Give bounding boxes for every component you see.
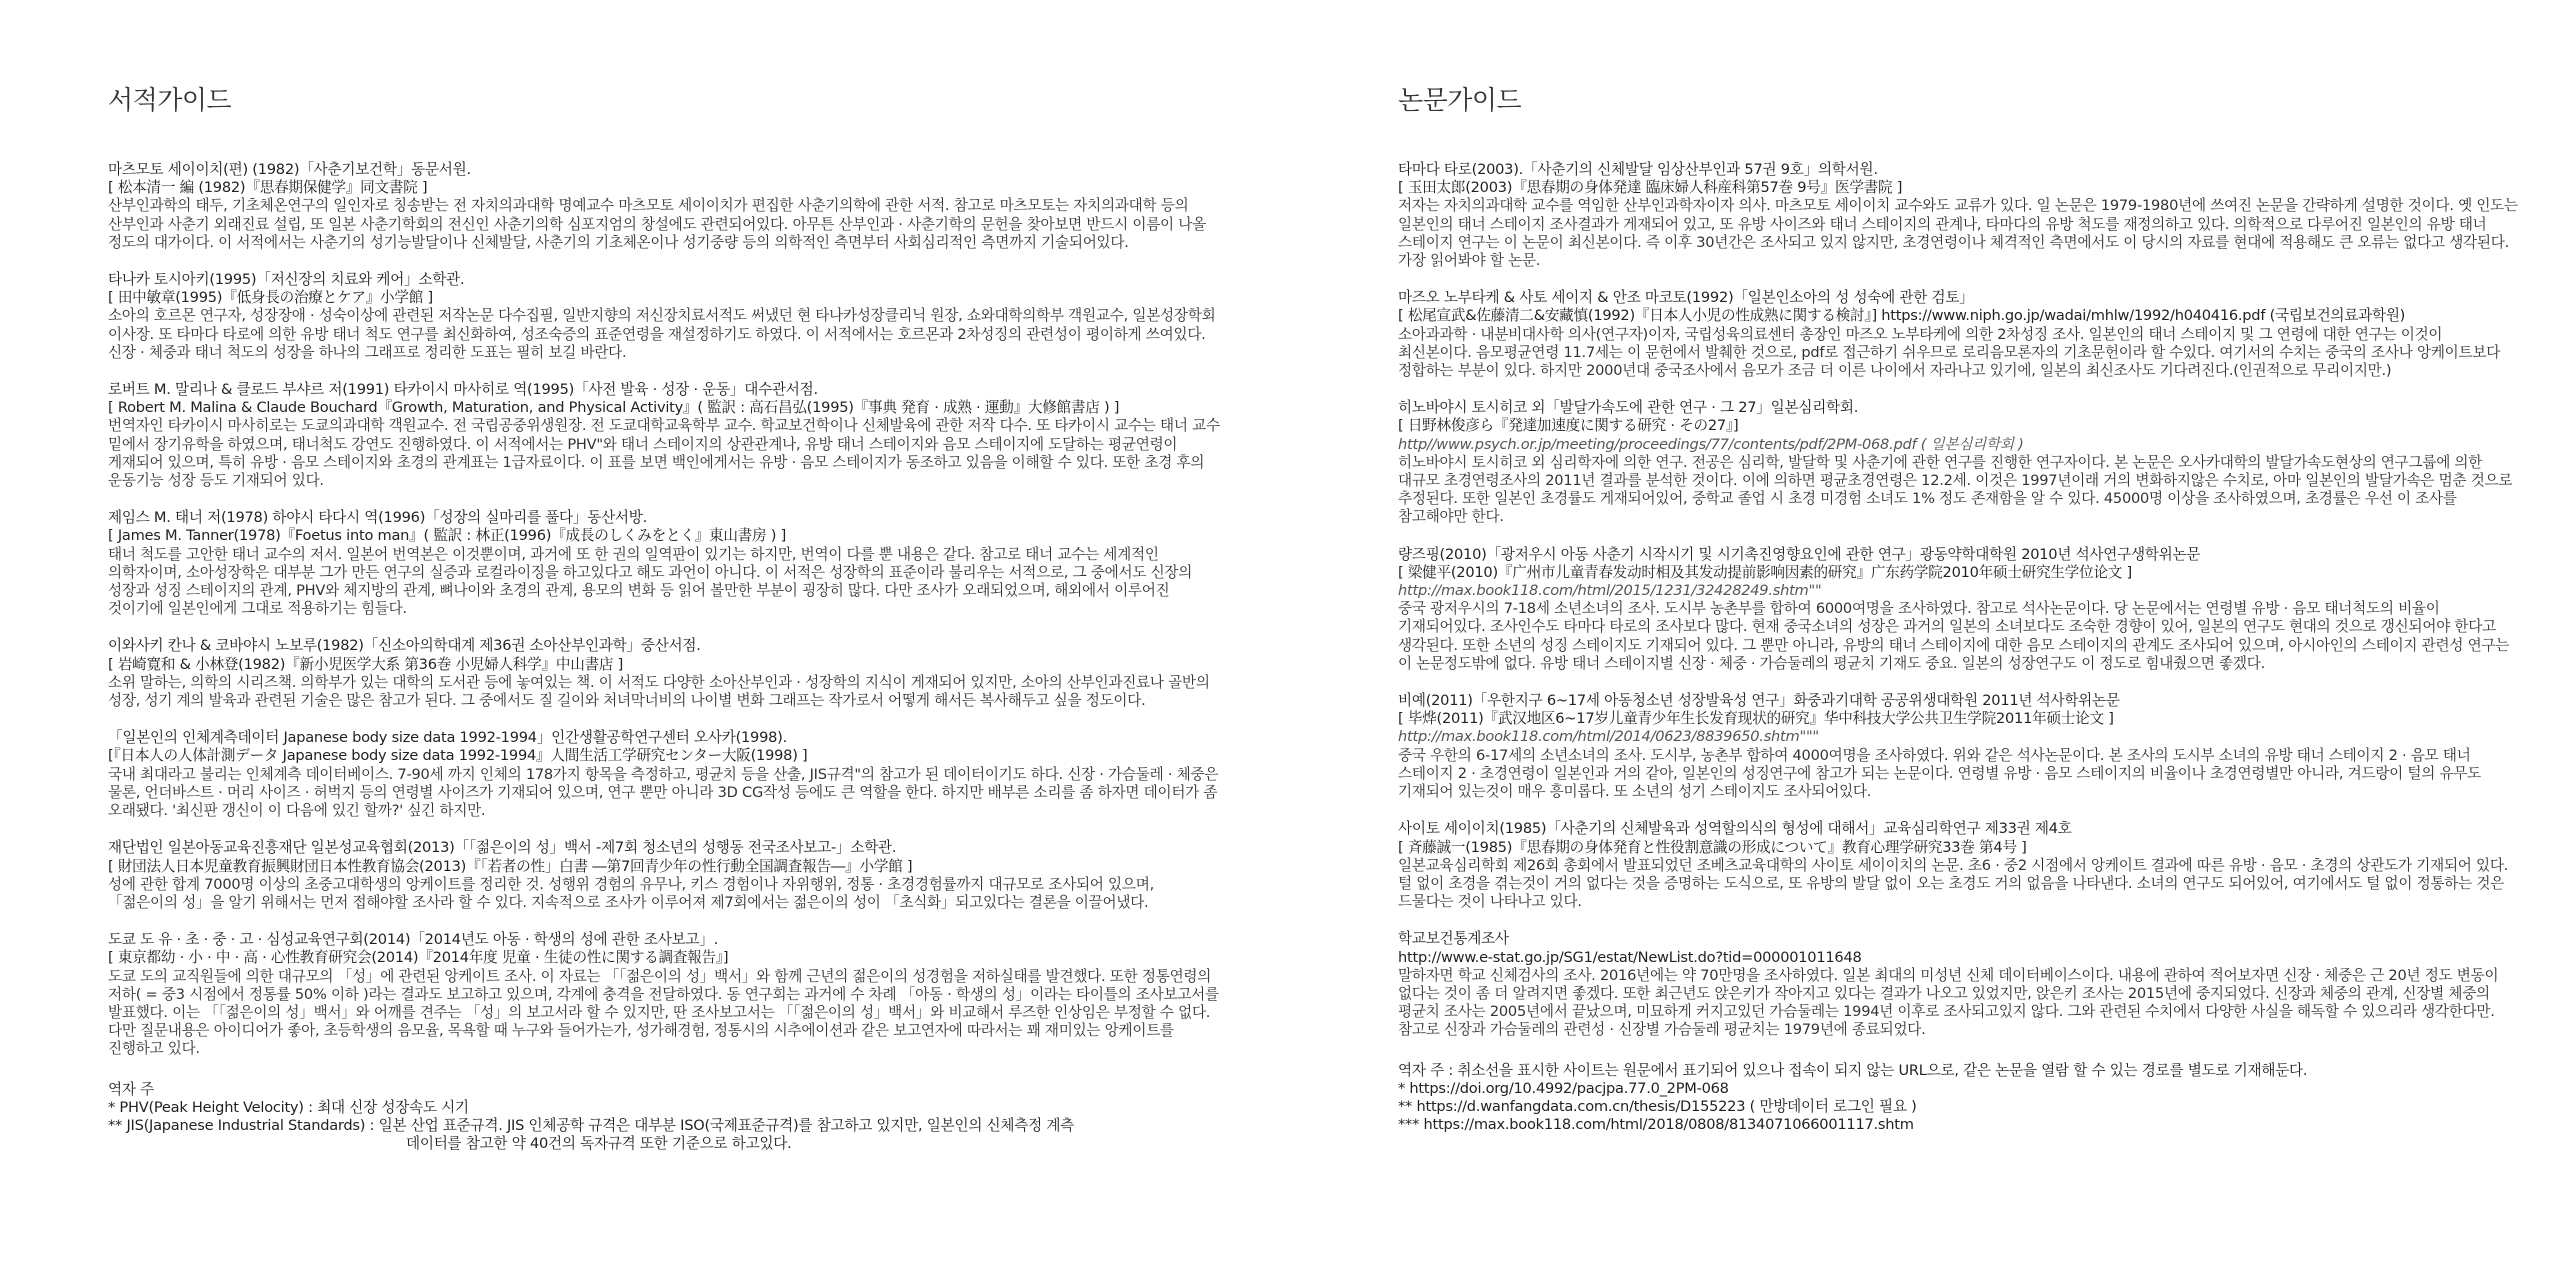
book-entry [108,161,1228,252]
entry-description: 소위 말하는, 의학의 시리즈책. 의학부가 있는 대학의 도서관 등에 놓여있는 책. 이 서적도 다양한 소아산부인과 · 성장학의 지식이 게재되어 있지만, 소아의 산부인과진료나 골반의 성장, 성기 계의 발육과 관련된 기술은 많은 참고가 된다. 그 중에서도 질 길이와 처녀막너비의 나이별 변화 그래프는 작가로서 어떻게 해서든 복사해두고 싶을 정도이다. [108,673,1210,710]
entry-citation: 히노바야시 토시히코 외「발달가속도에 관한 연구 · 그 27」일본심리학회. [1398,399,1859,417]
entry-original-citation: [ James M. Tanner(1978)『Foetus into man』( 監訳 : 林正(1996)『成長のしくみをとく』東山書房 ) ] [108,527,787,545]
entry-url-link[interactable]: http//www.psych.or.jp/meeting/proceedings/77/contents/pdf/2PM-068.pdf ( 일본심리학회 ) [1398,435,2024,453]
translator-note: * PHV(Peak Height Velocity) : 최대 신장 성장속도 시기 [108,1098,469,1116]
entry-original-citation: [ 松本清一 編 (1982)『思春期保健学』同文書院 ] [108,179,428,197]
translator-note: ** JIS(Japanese Industrial Standards) : 일본 산업 표준규격. JIS 인체공학 규격은 대부분 ISO(국제표준규격)를 참고하고 있지만, 일본인의 신체측정 계측 [108,1116,1075,1134]
book-entry [108,381,1228,490]
entry-description: 성에 관한 합계 7000명 이상의 초중고대학생의 앙케이트를 정리한 것. 성행위 경험의 유무나, 키스 경험이나 자위행위, 정통 · 초경경험률까지 대규모로 조사되어 있으며, 「젊은이의 성」을 알기 위해서는 먼저 접해야할 조사라 할 수 있다. 지속적으로 조사가 이루어져 제7회에서는 젊은이의 성이 「초식화」되고있다는 결론을 이끌어냈다. [108,875,1154,911]
book-guide-title: 서적가이드 [108,86,232,116]
translator-notes [108,1081,1228,1154]
entry-citation: 「일본인의 인체계측데이터 Japanese body size data 1992-1994」인간생활공학연구센터 오사카(1998). [108,729,787,747]
entry-description: 일본교육심리학회 제26회 총회에서 발표되었던 조베츠교육대학의 사이토 세이이치의 논문. 초6 · 중2 시점에서 앙케이트 결과에 따른 유방 · 음모 · 초경의 상관도가 기재되어 있다. 털 없이 초경을 겪는것이 거의 없다는 것을 증명하는 도식으로, 또 유방의 발달 없이 오는 초경도 거의 없음을 나타낸다. 소녀의 연구도 되어있어, 여기에서도 털 없이 정통하는 것은 드물다는 것이 나타나고 있다. [1398,856,2509,911]
entry-citation: 학교보건통계조사 [1398,930,1509,948]
entry-citation: 마즈오 노부타케 & 사토 세이지 & 안조 마코토(1992)「일본인소아의 성 성숙에 관한 검토」 [1398,289,1974,307]
book-entry [108,509,1228,618]
entry-description: 소아의 호르몬 연구자, 성장장애 · 성숙이상에 관련된 저작논문 다수집필, 일반지향의 저신장치료서적도 써냈던 현 타나카성장클리닉 원장, 쇼와대학의학부 객원교수, 일본성장학회 이사장. 또 타마다 타로에 의한 유방 태너 척도 연구를 최신화하여, 성조숙증의 표준연령을 재설정하기도 하였다. 이 서적에서는 호르몬과 2차성징의 관련성이 평이하게 쓰여있다. 신장 · 체중과 태너 척도의 성장을 하나의 그래프로 정리한 도표는 필히 보길 바란다. [108,307,1216,361]
entry-citation: 이와사키 칸나 & 코바야시 노보루(1982)「신소아의학대계 제36권 소아산부인과학」중산서점. [108,637,701,655]
translator-note-continued: 데이터를 참고한 약 40건의 독자규격 또한 기준으로 하고있다. [406,1135,792,1153]
book-entry [108,931,1228,1058]
entry-citation: 제임스 M. 태너 저(1978) 하야시 타다시 역(1996)「성장의 실마리를 풀다」동산서방. [108,509,648,527]
entry-original-citation: [ 日野林俊彦ら『発達加速度に関する研究 · その27』] [1398,417,1739,435]
entry-url-link[interactable]: http://max.book118.com/html/2014/0623/8839650.shtm""" [1398,728,1819,746]
book-entry [108,839,1228,912]
entry-description: 소아과과학 · 내분비대사학 의사(연구자)이자, 국립성육의료센터 총장인 마즈오 노부타케에 의한 2차성징 조사. 일본인의 태너 스테이지 및 그 연령에 대한 연구는 이것이 최신본이다. 음모평균연령 11.7세는 이 문헌에서 발췌한 것으로, pdf로 접근하기 쉬우므로 로리음모론자의 기초문헌이라 할 수있다. 여기서의 수치는 중국의 조사나 앙케이트보다 정합하는 부분이 있다. 하지만 2000년대 중국조사에서 음모가 조금 더 이른 나이에서 자라나고 있기에, 일본의 최신조사도 기다려진다.(인권적으로 무리이지만.) [1398,325,2501,380]
entry-citation: 도쿄 도 유 · 초 · 중 · 고 · 심성교육연구회(2014)「2014년도 아동 · 학생의 성에 관한 조사보고」. [108,931,718,949]
entry-original-citation: [ 田中敏章(1995)『低身長の治療とケア』小学館 ] [108,289,433,307]
translator-note-link[interactable]: * https://doi.org/10.4992/pacjpa.77.0_2PM-068 [1398,1079,1729,1097]
paper-entry [1398,161,2518,270]
translator-note-link[interactable]: ** https://d.wanfangdata.com.cn/thesis/D155223 ( 만방데이터 로그인 필요 ) [1398,1097,1917,1115]
entry-url-link[interactable]: http://max.book118.com/html/2015/1231/32428249.shtm"" [1398,582,1822,600]
entry-citation: 타마다 타로(2003).「사춘기의 신체발달 임상산부인과 57권 9호」의학서원. [1398,161,1878,178]
entry-original-citation: [ 財団法人日本児童教育振興財団日本性教育協会(2013)『「若者の性」白書 ―第7回青少年の性行動全国調査報告―』小学館 ] [108,857,913,875]
entry-description: 중국 광저우시의 7-18세 소년소녀의 조사. 도시부 농촌부를 합하여 6000여명을 조사하였다. 참고로 석사논문이다. 당 논문에서는 연령별 유방 · 음모 태너척도의 비율이 기재되어있다. 조사인수도 타마다 타로의 조사보다 많다. 현재 중국소녀의 성장은 과거의 일본의 소녀보다도 조숙한 경향이 있어, 일본의 연구도 현대의 것으로 갱신되어야 한다고 생각된다. 또한 소년의 성징 스테이지도 기재되어 있다. 그 뿐만 아니라, 유방의 태너 스테이지에 대한 음모 스테이지의 관계도 조사되어 있으며, 아시아인의 스테이지 관련성 연구는 이 논문정도밖에 없다. 유방 태너 스테이지별 신장 · 체중 · 가슴둘레의 평균치 기재도 중요. 일본의 성장연구도 이 정도로 힘내줬으면 좋겠다. [1398,600,2510,672]
entry-citation: 비예(2011)「우한지구 6~17세 아동청소년 성장발육성 연구」화중과기대학 공공위생대학원 2011년 석사학위논문 [1398,692,2120,710]
entry-citation: 사이토 세이이치(1985)「사춘기의 신체발육과 성역할의식의 형성에 대해서」교육심리학연구 제33권 제4호 [1398,820,2072,838]
entry-description: 중국 우한의 6-17세의 소년소녀의 조사. 도시부, 농촌부 합하여 4000여명을 조사하였다. 위와 같은 석사논문이다. 본 조사의 도시부 소녀의 유방 태너 스테이지 2 · 음모 태너 스테이지 2 · 초경연령이 일본인과 거의 같아, 일본인의 성징연구에 참고가 되는 논문이다. 연령별 유방 · 음모 스테이지의 비율이나 초경연령별만 아니라, 겨드랑이 털의 유무도 기재되어 있는것이 매우 흥미롭다. 또 소년의 성기 스테이지도 조사되어있다. [1398,746,2482,801]
book-entry [108,637,1228,710]
book-entry [108,271,1228,362]
entry-original-citation: [ 毕烨(2011)『武汉地区6~17岁儿童青少年生长发育现状的研究』华中科技大学公共卫生学院2011年硕士论文 ] [1398,710,2114,728]
paper-entry [1398,692,2518,801]
entry-citation: 로버트 M. 말리나 & 클로드 부샤르 저(1991) 타카이시 마사히로 역(1995)「사전 발육 · 성장 · 운동」대수관서점. [108,381,818,399]
entry-description: 산부인과학의 태두, 기초체온연구의 일인자로 칭송받는 전 자치의과대학 명예교수 마츠모토 세이이치가 편집한 사춘기의학에 관한 서적. 참고로 마츠모토는 자치의과대학 등의 산부인과 사춘기 외래진료 설립, 또 일본 사춘기학회의 전신인 사춘기의학 심포지엄의 창설에도 관련되어있다. 아무튼 산부인과 · 사춘기학의 문헌을 찾아보면 반드시 이름이 나올 정도의 대가이다. 이 서적에서는 사춘기의 성기능발달이나 신체발달, 사춘기의 기초체온이나 성기중량 등의 의학적인 측면부터 사회심리적인 측면까지 기술되어있다. [108,197,1206,251]
entry-description: 태너 척도를 고안한 태너 교수의 저서. 일본어 번역본은 이것뿐이며, 과거에 또 한 권의 일역판이 있기는 하지만, 번역이 다를 뿐 내용은 같다. 참고로 태너 교수는 세계적인 의학자이며, 소아성장학은 대부분 그가 만든 연구의 실증과 로컬라이징을 하고있다고 해도 과언이 아니다. 이 서적은 성장학의 표준이라 불리우는 서적으로, 그 중에서도 신장의 성장과 성징 스테이지의 관계, PHV와 체지방의 관계, 뼈나이와 초경의 관계, 용모의 변화 등 읽어 볼만한 부분이 굉장히 많다. 다만 조사가 오래되었으며, 해외에서 이루어진 것이기에 일본인에게 그대로 적용하기는 힘들다. [108,545,1193,618]
entry-description: 도쿄 도의 교직원들에 의한 대규모의 「성」에 관련된 앙케이트 조사. 이 자료는 「「젊은이의 성」백서」와 함께 근년의 젊은이의 성경험을 저하실태를 발견했다. 또한 정통연령의 저하( = 중3 시점에서 정통률 50% 이하 )라는 결과도 보고하고 있으며, 각계에 충격을 전달하였다. 동 연구회는 과거에 수 차례 「아동 · 학생의 성」이라는 타이틀의 조사보고서를 발표했다. 이는 「「젊은이의 성」백서」와 어깨를 견주는 「성」의 보고서라 할 수 있지만, 딴 조사보고서는 「「젊은이의 성」백서」와 비교해서 루즈한 인상임은 부정할 수 없다. 다만 질문내용은 아이디어가 좋아, 초등학생의 음모율, 목욕할 때 누구와 들어가는가, 성가해경험, 정통시의 시추에이션과 같은 보고연자에 따라서는 꽤 재미있는 앙케이트를 진행하고 있다. [108,967,1219,1058]
entry-citation: 재단법인 일본아동교육진흥재단 일본성교육협회(2013)「「젊은이의 성」백서 -제7회 청소년의 성행동 전국조사보고-」소학관. [108,839,897,857]
entry-original-citation: [ Robert M. Malina & Claude Bouchard『Growth, Maturation, and Physical Activity』( 監訳 : 高石昌弘(1995)『事典 発育 · 成熟 · 運動』大修館書店 ) ] [108,399,1120,417]
entry-original-citation: [ 玉田太郎(2003)『思春期の身体発達 臨床婦人科産科第57巻 9号』医学書院 ] [1398,179,1903,197]
entry-original-citation: [ 斉藤誠一(1985)『思春期の身体発育と性役割意識の形成について』教育心理学研究33巻 第4号 ] [1398,838,2027,856]
paper-entry [1398,930,2518,1039]
translator-notes-heading: 역자 주 [108,1080,154,1098]
translator-note: 역자 주 : 취소선을 표시한 사이트는 원문에서 표기되어 있으나 접속이 되지 않는 URL으로, 같은 논문을 열람 할 수 있는 경로를 별도로 기재해둔다. [1398,1061,2308,1079]
entry-description: 저자는 자치의과대학 교수를 역임한 산부인과학자이자 의사. 마츠모토 세이이치 교수와도 교류가 있다. 일 논문은 1979-1980년에 쓰여진 논문을 간략하게 설명한 것이다. 옛 인도는 일본인의 태너 스테이지 조사결과가 게재되어 있고, 또 유방 사이즈와 태너 스테이지의 관계나, 타마다의 유방 척도를 재정의하고 있다. 의학적으로 다루어진 일본인의 유방 태너 스테이지 연구는 이 논문이 최신본이다. 즉 이후 30년간은 조사되고 있지 않지만, 초경연령이나 체격적인 측면에서도 이 당시의 자료를 현대에 적용해도 큰 오류는 없다고 생각된다. 가장 읽어봐야 할 논문. [1398,197,2518,270]
entry-citation: 마츠모토 세이이치(편) (1982)「사춘기보건학」동문서원. [108,161,471,178]
paper-entry [1398,399,2518,526]
entry-citation: 량즈핑(2010)「광저우시 아동 사춘기 시작시기 및 시기촉진영향요인에 관한 연구」광동약학대학원 2010년 석사연구생학위논문 [1398,545,2201,563]
entry-original-citation: [ 東京都幼 · 小 · 中 · 高 · 心性教育研究会(2014)『2014年度 児童 · 生徒の性に関する調査報告』] [108,949,729,967]
entry-original-citation: [ 梁健平(2010)『广州市儿童青春发动时相及其发动提前影响因素的研究』广东药学院2010年硕士研究生学位论文 ] [1398,563,2132,581]
entry-original-citation: [ 岩崎寛和 & 小林登(1982)『新小児医学大系 第36巻 小児婦人科学』中山書店 ] [108,655,624,673]
paper-entry [1398,546,2518,673]
translator-notes [1398,1062,2518,1135]
paper-guide-column [1398,80,2518,1134]
entry-original-citation[interactable]: [ 松尾宣武&佐藤清二&安藏慎(1992)『日本人小児の性成熟に関する検討』] https://www.niph.go.jp/wadai/mhlw/1992/h040416.pdf (국립보건의료과학원) [1398,307,2406,325]
paper-entry [1398,820,2518,911]
entry-description: 국내 최대라고 불리는 인체계측 데이터베이스. 7-90세 까지 인체의 178가지 항목을 측정하고, 평균치 등을 산출, JIS규격"의 참고가 된 데이터이기도 하다. 신장 · 가슴둘레 · 체중은 물론, 언더바스트 · 머리 사이즈 · 허벅지 등의 연령별 사이즈가 기재되어 있으며, 연구 뿐만 아니라 3D CG작성 등에도 큰 역할을 한다. 하지만 배부른 소리를 좀 하자면 데이터가 좀 오래됐다. '최신판 갱신이 이 다음에 있긴 할까?' 싶긴 하지만. [108,765,1219,820]
entry-original-citation: [『日本人の人体計測データ Japanese body size data 1992-1994』人間生活工学研究センター大阪(1998) ] [108,747,808,765]
entry-description: 번역자인 타카이시 마사히로는 도쿄의과대학 객원교수. 전 국립공중위생원장. 전 도쿄대학교육학부 교수. 학교보건학이나 신체발육에 관한 저작 다수. 또 타카이시 교수는 태너 교수 밑에서 장기유학을 하였으며, 태너척도 강연도 진행하였다. 이 서적에서는 PHV"와 태너 스테이지의 상관관계나, 유방 태너 스테이지와 음모 스테이지에 도달하는 평균연령이 게재되어 있으며, 특히 유방 · 음모 스테이지와 초경의 관계표는 1급자료이다. 이 표를 보면 백인에게서는 유방 · 음모 스테이지가 동조하고 있음을 이해할 수 있다. 또한 초경 후의 운동기능 성장 등도 기재되어 있다. [108,417,1220,490]
translator-note-link[interactable]: *** https://max.book118.com/html/2018/0808/8134071066001117.shtm [1398,1116,1914,1134]
book-guide-column [108,80,1228,1153]
book-entry [108,729,1228,820]
paper-entry [1398,289,2518,380]
entry-description: 히노바야시 토시히코 외 심리학자에 의한 연구. 전공은 심리학, 발달학 및 사춘기에 관한 연구를 진행한 연구자이다. 본 논문은 오사카대학의 발달가속도현상의 연구그룹에 의한 대규모 초경연령조사의 2011년 결과를 분석한 것이다. 이에 의하면 평균초경연령은 12.2세. 이것은 1997년이래 거의 변화하지않은 수치로, 아마 일본인의 발달가속은 멈춘 것으로 추정된다. 또한 일본인 초경률도 게재되어있어, 중학교 졸업 시 초경 미경험 소녀도 1% 정도 존재함을 알 수 있다. 45000명 이상을 조사하였으며, 초경률은 우선 이 조사를 참고해야만 한다. [1398,453,2513,526]
entry-description: 말하자면 학교 신체검사의 조사. 2016년에는 약 70만명을 조사하였다. 일본 최대의 미성년 신체 데이터베이스이다. 내용에 관하여 적어보자면 신장 · 체중은 근 20년 정도 변동이 없다는 것이 좀 더 알려지면 좋겠다. 또한 최근년도 앉은키가 작아지고 있다는 결과가 나오고 있었지만, 앉은키 조사는 2015년에 중지되었다. 신장과 체중의 관계, 신장별 체중의 평균치 조사는 2005년에서 끝났으며, 미묘하게 커지고있던 가슴둘레는 1994년 이후로 조사되고있지 않다. 그와 관련된 수치에서 다양한 사실을 해독할 수 있으리라 생각한다만. 참고로 신장과 가슴둘레의 관련성 · 신장별 가슴둘레 평균치는 1979년에 종료되었다. [1398,966,2499,1039]
paper-guide-title: 논문가이드 [1398,86,1522,116]
entry-citation: 타나카 토시아키(1995)「저신장의 치료와 케어」소학관. [108,271,465,289]
entry-url-link[interactable]: http://www.e-stat.go.jp/SG1/estat/NewList.do?tid=000001011648 [1398,948,1862,966]
